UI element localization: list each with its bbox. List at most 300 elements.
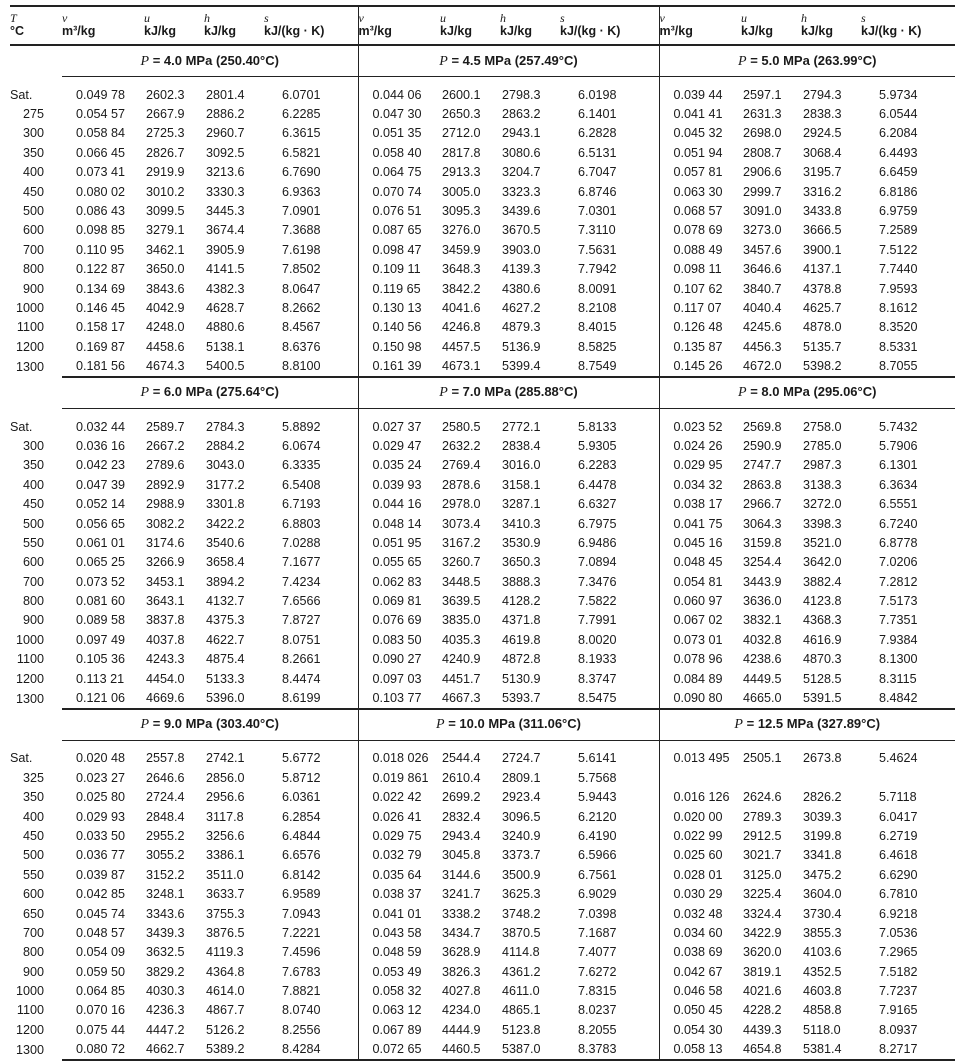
enthalpy-cell: 3039.3 xyxy=(803,809,842,824)
enthalpy-cell: 4123.8 xyxy=(803,594,842,609)
entropy-cell: 7.9165 xyxy=(879,1003,918,1018)
specific-volume-cell: 0.054 09 xyxy=(76,945,126,960)
table-row xyxy=(10,572,955,591)
spacer-cell xyxy=(264,77,358,86)
spacer-cell xyxy=(500,77,560,86)
pressure-symbol: P xyxy=(734,717,743,733)
specific-volume-cell: 0.044 16 xyxy=(372,497,422,512)
table-row xyxy=(10,1040,955,1060)
entropy-cell: 7.0536 xyxy=(879,925,918,940)
internal-energy-cell: 2789.3 xyxy=(743,809,782,824)
spacer-cell xyxy=(358,408,440,417)
internal-energy-cell: 4458.6 xyxy=(146,339,185,354)
table-row xyxy=(10,104,955,123)
specific-volume-cell: 0.098 11 xyxy=(673,262,722,277)
table-row xyxy=(10,553,955,572)
entropy-cell: 8.1933 xyxy=(560,650,659,669)
v-header xyxy=(358,6,440,45)
internal-energy-cell: 3448.5 xyxy=(442,574,481,589)
enthalpy-cell: 3521.0 xyxy=(803,535,842,550)
specific-volume-cell: 0.056 65 xyxy=(76,516,126,531)
internal-energy-cell: 3064.3 xyxy=(743,516,782,531)
table-row xyxy=(10,788,955,807)
u-unit: kJ/kg xyxy=(440,24,472,38)
pressure-symbol: P xyxy=(439,385,448,401)
specific-volume-cell: 0.064 85 xyxy=(76,984,126,999)
specific-volume-cell: 0.107 62 xyxy=(673,281,723,296)
specific-volume-cell: 0.084 89 xyxy=(673,671,723,686)
enthalpy-cell: 3876.5 xyxy=(206,925,245,940)
spacer-cell xyxy=(500,408,560,417)
enthalpy-cell: 4627.2 xyxy=(502,300,541,315)
internal-energy-cell: 2632.2 xyxy=(442,438,481,453)
enthalpy-cell: 5130.9 xyxy=(502,671,541,686)
entropy-cell xyxy=(861,768,955,787)
enthalpy-cell: 4628.7 xyxy=(206,300,245,315)
enthalpy-cell: 2785.0 xyxy=(803,438,842,453)
internal-energy-cell: 2505.1 xyxy=(743,751,782,766)
spacer-cell xyxy=(659,77,741,86)
enthalpy-cell: 2724.7 xyxy=(502,751,541,766)
internal-energy-cell: 3840.7 xyxy=(743,281,782,296)
enthalpy-cell: 5133.3 xyxy=(206,671,245,686)
temperature-cell: 350 xyxy=(22,145,44,160)
entropy-cell: 7.5122 xyxy=(879,242,918,257)
spacer-cell xyxy=(741,740,801,749)
specific-volume-cell: 0.158 17 xyxy=(76,320,126,335)
specific-volume-cell: 0.029 93 xyxy=(76,809,126,824)
s-header xyxy=(264,6,358,45)
specific-volume-cell: 0.169 87 xyxy=(76,339,126,354)
entropy-cell: 5.7432 xyxy=(879,419,918,434)
u-symbol: u xyxy=(741,11,747,25)
enthalpy-cell: 3080.6 xyxy=(502,145,541,160)
v-unit: m³/kg xyxy=(659,24,693,38)
enthalpy-cell: 3755.3 xyxy=(206,906,245,921)
temperature-cell: 450 xyxy=(22,828,44,843)
entropy-cell: 6.6327 xyxy=(560,494,659,513)
spacer-row xyxy=(10,740,955,749)
internal-energy-cell: 2580.5 xyxy=(442,419,481,434)
spacer-cell xyxy=(204,77,264,86)
specific-volume-cell: 0.027 37 xyxy=(372,419,422,434)
specific-volume-cell: 0.036 77 xyxy=(76,848,126,863)
internal-energy-cell: 3152.2 xyxy=(146,867,185,882)
internal-energy-cell: 3144.6 xyxy=(442,867,481,882)
enthalpy-cell: 5138.1 xyxy=(206,339,245,354)
specific-volume-cell: 0.113 21 xyxy=(76,671,125,686)
specific-volume-cell: 0.050 45 xyxy=(673,1003,723,1018)
internal-energy-cell: 2863.8 xyxy=(743,477,782,492)
internal-energy-cell: 3453.1 xyxy=(146,574,185,589)
enthalpy-cell: 5123.8 xyxy=(502,1022,541,1037)
entropy-cell: 6.7193 xyxy=(264,494,358,513)
specific-volume-cell: 0.042 67 xyxy=(673,964,723,979)
enthalpy-cell: 4625.7 xyxy=(803,300,842,315)
h-unit: kJ/kg xyxy=(204,24,236,38)
entropy-cell: 6.2719 xyxy=(879,828,918,843)
specific-volume-cell: 0.038 69 xyxy=(673,945,723,960)
entropy-cell: 7.6566 xyxy=(264,591,358,610)
specific-volume-cell: 0.121 06 xyxy=(62,688,144,708)
entropy-cell: 8.5475 xyxy=(560,688,659,708)
specific-volume-cell: 0.046 58 xyxy=(673,984,723,999)
specific-volume-cell: 0.064 75 xyxy=(372,165,422,180)
internal-energy-cell: 4248.0 xyxy=(146,320,185,335)
temperature-cell: 900 xyxy=(22,613,44,628)
entropy-cell: 8.0740 xyxy=(264,1001,358,1020)
entropy-cell: 8.8100 xyxy=(264,356,358,376)
table-row xyxy=(10,298,955,317)
u-unit: kJ/kg xyxy=(741,24,773,38)
table-row xyxy=(10,240,955,259)
entropy-cell: 8.3520 xyxy=(879,320,918,335)
specific-volume-cell: 0.047 30 xyxy=(372,107,422,122)
specific-volume-cell: 0.048 57 xyxy=(76,925,126,940)
table-row xyxy=(10,260,955,279)
entropy-cell: 7.1677 xyxy=(264,553,358,572)
entropy-cell: 6.7047 xyxy=(560,163,659,182)
specific-volume-cell: 0.073 41 xyxy=(76,165,126,180)
specific-volume-cell: 0.035 24 xyxy=(372,458,422,473)
table-row xyxy=(10,182,955,201)
specific-volume-cell: 0.029 95 xyxy=(673,458,723,473)
enthalpy-cell: 3500.9 xyxy=(502,867,541,882)
entropy-cell: 5.7906 xyxy=(879,438,918,453)
specific-volume-cell: 0.063 12 xyxy=(372,1003,422,1018)
specific-volume-cell: 0.022 99 xyxy=(673,828,723,843)
specific-volume-cell: 0.105 36 xyxy=(76,652,126,667)
entropy-cell: 6.8746 xyxy=(560,182,659,201)
enthalpy-cell: 2838.4 xyxy=(502,438,541,453)
pressure-sat-temp: = 4.5 MPa (257.49°C) xyxy=(451,52,578,68)
specific-volume-cell: 0.052 14 xyxy=(76,497,126,512)
internal-energy-cell: 3837.8 xyxy=(146,613,185,628)
entropy-cell: 6.0198 xyxy=(560,85,659,104)
specific-volume-cell: 0.018 026 xyxy=(372,751,429,766)
internal-energy-cell: 4672.0 xyxy=(741,356,801,376)
specific-volume-cell: 0.075 44 xyxy=(76,1022,126,1037)
internal-energy-cell: 2943.4 xyxy=(442,828,481,843)
entropy-cell: 7.4596 xyxy=(264,943,358,962)
h-symbol: h xyxy=(801,11,807,25)
enthalpy-cell: 5393.7 xyxy=(500,688,560,708)
u-symbol: u xyxy=(440,11,446,25)
enthalpy-cell: 5118.0 xyxy=(803,1022,841,1037)
internal-energy-cell: 3439.3 xyxy=(146,925,185,940)
enthalpy-cell: 3666.5 xyxy=(803,223,842,238)
specific-volume-cell: 0.061 01 xyxy=(76,535,126,550)
table-row xyxy=(10,318,955,337)
entropy-cell: 6.5966 xyxy=(560,846,659,865)
temperature-cell: 700 xyxy=(22,574,44,589)
enthalpy-cell: 2923.4 xyxy=(502,790,541,805)
internal-energy-cell: 2544.4 xyxy=(442,751,481,766)
spacer-cell xyxy=(659,408,741,417)
internal-energy-cell: 2557.8 xyxy=(146,751,185,766)
u-header xyxy=(144,6,204,45)
internal-energy-cell: 2602.3 xyxy=(146,87,185,102)
specific-volume-cell: 0.042 23 xyxy=(76,458,126,473)
enthalpy-cell: 2856.0 xyxy=(206,770,245,785)
enthalpy-cell: 4382.3 xyxy=(206,281,245,296)
table-row xyxy=(10,124,955,143)
pressure-symbol: P xyxy=(140,717,150,733)
pressure-sat-temp: = 7.0 MPa (285.88°C) xyxy=(451,384,578,400)
enthalpy-cell: 5391.5 xyxy=(801,688,861,708)
enthalpy-cell: 4137.1 xyxy=(803,262,842,277)
entropy-cell: 6.8803 xyxy=(264,514,358,533)
internal-energy-cell: 4228.2 xyxy=(743,1003,782,1018)
enthalpy-cell: 4378.8 xyxy=(803,281,842,296)
specific-volume-cell: 0.024 26 xyxy=(673,438,723,453)
spacer-cell xyxy=(358,740,440,749)
entropy-cell: 7.5182 xyxy=(879,964,918,979)
spacer-cell xyxy=(264,740,358,749)
temperature-cell: Sat. xyxy=(10,87,33,102)
internal-energy-cell: 4042.9 xyxy=(146,300,185,315)
internal-energy-cell: 3650.0 xyxy=(146,262,185,277)
entropy-cell: 7.8502 xyxy=(264,260,358,279)
enthalpy-cell: 3177.2 xyxy=(206,477,245,492)
temperature-cell: 1100 xyxy=(16,652,44,667)
specific-volume-cell: 0.051 94 xyxy=(673,145,723,160)
enthalpy-cell: 3748.2 xyxy=(502,906,541,921)
temperature-cell: 600 xyxy=(22,223,44,238)
specific-volume-cell: 0.086 43 xyxy=(76,204,126,219)
enthalpy-cell: 3422.2 xyxy=(206,516,245,531)
temperature-cell: 650 xyxy=(22,906,44,921)
specific-volume-cell: 0.117 07 xyxy=(673,300,722,315)
entropy-cell: 7.7440 xyxy=(879,262,918,277)
entropy-cell: 7.0943 xyxy=(264,904,358,923)
pressure-heading xyxy=(62,45,358,77)
enthalpy-cell: 4858.8 xyxy=(803,1003,842,1018)
enthalpy-cell: 4352.5 xyxy=(803,964,842,979)
specific-volume-cell: 0.020 00 xyxy=(673,809,723,824)
spacer-cell xyxy=(62,77,144,86)
table-row xyxy=(10,904,955,923)
enthalpy-cell: 2924.5 xyxy=(803,126,842,141)
enthalpy-cell: 3016.0 xyxy=(502,458,541,473)
temperature-cell: 1100 xyxy=(16,320,44,335)
entropy-cell: 7.7942 xyxy=(560,260,659,279)
spacer-cell xyxy=(741,408,801,417)
temperature-cell: 1300 xyxy=(15,359,44,374)
table-row xyxy=(10,514,955,533)
internal-energy-cell: 4665.0 xyxy=(741,688,801,708)
entropy-cell: 6.8186 xyxy=(879,184,918,199)
table-row xyxy=(10,1001,955,1020)
entropy-cell: 8.5825 xyxy=(560,337,659,356)
specific-volume-cell: 0.150 98 xyxy=(372,339,422,354)
specific-volume-cell: 0.070 74 xyxy=(372,184,422,199)
entropy-cell: 8.6376 xyxy=(264,337,358,356)
pressure-symbol: P xyxy=(738,53,747,69)
temperature-cell: 275 xyxy=(22,107,44,122)
enthalpy-cell: 4114.8 xyxy=(502,945,540,960)
internal-energy-cell: 3082.2 xyxy=(146,516,185,531)
internal-energy-cell: 2667.9 xyxy=(146,107,185,122)
internal-energy-cell: 3099.5 xyxy=(146,204,185,219)
specific-volume-cell: 0.080 02 xyxy=(76,184,126,199)
specific-volume-cell: 0.059 50 xyxy=(76,964,126,979)
temperature-unit: °C xyxy=(10,24,25,38)
specific-volume-cell: 0.126 48 xyxy=(673,320,723,335)
specific-volume-cell: 0.083 50 xyxy=(372,632,422,647)
temperature-cell: 1200 xyxy=(15,339,44,354)
s-symbol: s xyxy=(861,11,866,25)
specific-volume-cell: 0.072 65 xyxy=(358,1040,440,1060)
entropy-cell: 8.6199 xyxy=(264,688,358,708)
s-header xyxy=(861,6,955,45)
spacer-cell xyxy=(10,77,62,86)
temperature-cell: 800 xyxy=(22,262,44,277)
specific-volume-cell: 0.090 80 xyxy=(659,688,741,708)
h-header xyxy=(204,6,264,45)
enthalpy-cell: 3287.1 xyxy=(502,497,541,512)
pressure-heading xyxy=(659,45,955,77)
u-symbol: u xyxy=(144,11,150,25)
specific-volume-cell: 0.038 17 xyxy=(673,497,723,512)
specific-volume-cell: 0.045 16 xyxy=(673,535,723,550)
enthalpy-cell: 3092.5 xyxy=(206,145,245,160)
enthalpy-cell xyxy=(801,768,861,787)
pressure-heading xyxy=(358,709,659,741)
pressure-sat-temp: = 5.0 MPa (263.99°C) xyxy=(750,52,877,68)
enthalpy-cell: 4139.3 xyxy=(502,262,541,277)
temperature-cell: 400 xyxy=(22,809,44,824)
entropy-cell: 7.0901 xyxy=(264,201,358,220)
internal-energy-cell: 4243.3 xyxy=(146,652,185,667)
specific-volume-cell: 0.089 58 xyxy=(76,613,126,628)
enthalpy-cell: 2863.2 xyxy=(502,107,541,122)
specific-volume-cell: 0.035 64 xyxy=(372,867,422,882)
internal-energy-cell: 2789.6 xyxy=(146,458,185,473)
table-row xyxy=(10,846,955,865)
enthalpy-cell: 5400.5 xyxy=(204,356,264,376)
internal-energy-cell: 2769.4 xyxy=(442,458,481,473)
internal-energy-cell: 3632.5 xyxy=(146,945,185,960)
specific-volume-cell: 0.063 30 xyxy=(673,184,723,199)
internal-energy-cell: 4444.9 xyxy=(442,1022,481,1037)
specific-volume-cell: 0.073 52 xyxy=(76,574,126,589)
specific-volume-cell: 0.048 59 xyxy=(372,945,422,960)
specific-volume-cell: 0.087 65 xyxy=(372,223,422,238)
internal-energy-cell: 3462.1 xyxy=(146,242,185,257)
internal-energy-cell: 3843.6 xyxy=(146,281,185,296)
internal-energy-cell: 2699.2 xyxy=(442,790,481,805)
enthalpy-cell: 3604.0 xyxy=(803,887,842,902)
enthalpy-cell: 3158.1 xyxy=(502,477,541,492)
entropy-cell: 6.5821 xyxy=(264,143,358,162)
enthalpy-cell: 3642.0 xyxy=(803,555,842,570)
entropy-cell: 7.5173 xyxy=(879,594,918,609)
table-row xyxy=(10,279,955,298)
entropy-cell: 6.0417 xyxy=(879,809,918,824)
specific-volume-cell: 0.090 27 xyxy=(372,652,422,667)
table-row xyxy=(10,611,955,630)
internal-energy-cell: 2826.7 xyxy=(146,145,185,160)
specific-volume-cell: 0.130 13 xyxy=(372,300,422,315)
entropy-cell: 6.5131 xyxy=(560,143,659,162)
internal-energy-cell: 2631.3 xyxy=(743,107,782,122)
entropy-cell: 6.5551 xyxy=(879,497,918,512)
entropy-cell: 6.6459 xyxy=(879,165,918,180)
enthalpy-cell: 5387.0 xyxy=(500,1040,560,1060)
table-row xyxy=(10,337,955,356)
specific-volume-cell: 0.069 81 xyxy=(372,594,422,609)
spacer-cell xyxy=(440,408,500,417)
enthalpy-cell: 4375.3 xyxy=(206,613,245,628)
temperature-cell: 600 xyxy=(22,555,44,570)
specific-volume-cell: 0.025 80 xyxy=(76,790,126,805)
temperature-cell: 350 xyxy=(22,790,44,805)
temperature-cell: 1000 xyxy=(15,984,44,999)
entropy-cell: 7.3110 xyxy=(560,221,659,240)
spacer-cell xyxy=(801,740,861,749)
pressure-symbol: P xyxy=(738,385,747,401)
entropy-cell: 5.7118 xyxy=(879,790,917,805)
entropy-cell: 7.0301 xyxy=(560,201,659,220)
entropy-cell: 7.1687 xyxy=(560,923,659,942)
pressure-heading xyxy=(358,377,659,409)
enthalpy-cell: 2772.1 xyxy=(502,419,541,434)
specific-volume-cell: 0.103 77 xyxy=(358,688,440,708)
specific-volume-cell: 0.181 56 xyxy=(62,356,144,376)
table-row xyxy=(10,962,955,981)
enthalpy-cell: 4870.3 xyxy=(803,652,842,667)
internal-energy-cell: 3174.6 xyxy=(146,535,185,550)
specific-volume-cell: 0.025 60 xyxy=(673,848,723,863)
table-row xyxy=(10,1020,955,1039)
table-row xyxy=(10,591,955,610)
internal-energy-cell: 2569.8 xyxy=(743,419,782,434)
specific-volume-cell: 0.119 65 xyxy=(372,281,421,296)
temperature-cell: 300 xyxy=(22,438,44,453)
enthalpy-cell: 4867.7 xyxy=(206,1003,245,1018)
temperature-cell: 1100 xyxy=(16,1003,44,1018)
u-header xyxy=(741,6,801,45)
temperature-cell: 600 xyxy=(22,887,44,902)
specific-volume-cell: 0.039 87 xyxy=(76,867,126,882)
spacer-cell xyxy=(204,740,264,749)
enthalpy-cell: 4128.2 xyxy=(502,594,541,609)
temperature-cell: Sat. xyxy=(10,751,33,766)
enthalpy-cell: 3670.5 xyxy=(502,223,541,238)
internal-energy-cell: 3835.0 xyxy=(442,613,481,628)
entropy-cell: 7.7237 xyxy=(879,984,918,999)
internal-energy-cell: 2919.9 xyxy=(146,165,185,180)
specific-volume-cell: 0.055 65 xyxy=(372,555,422,570)
internal-energy-cell: 2912.5 xyxy=(743,828,782,843)
specific-volume-cell: 0.029 47 xyxy=(372,438,422,453)
entropy-cell: 8.2556 xyxy=(264,1020,358,1039)
enthalpy-cell: 3905.9 xyxy=(206,242,245,257)
internal-energy-cell: 3443.9 xyxy=(743,574,782,589)
internal-energy-cell: 2988.9 xyxy=(146,497,185,512)
internal-energy-cell: 4030.3 xyxy=(146,984,185,999)
specific-volume-cell: 0.044 06 xyxy=(372,87,422,102)
enthalpy-cell: 3475.2 xyxy=(803,867,842,882)
internal-energy-cell: 2808.7 xyxy=(743,145,782,160)
spacer-cell xyxy=(560,408,659,417)
spacer-cell xyxy=(62,408,144,417)
specific-volume-cell: 0.098 85 xyxy=(76,223,126,238)
enthalpy-cell: 3433.8 xyxy=(803,204,842,219)
specific-volume-cell: 0.053 49 xyxy=(372,964,422,979)
internal-energy-cell: 3005.0 xyxy=(442,184,481,199)
